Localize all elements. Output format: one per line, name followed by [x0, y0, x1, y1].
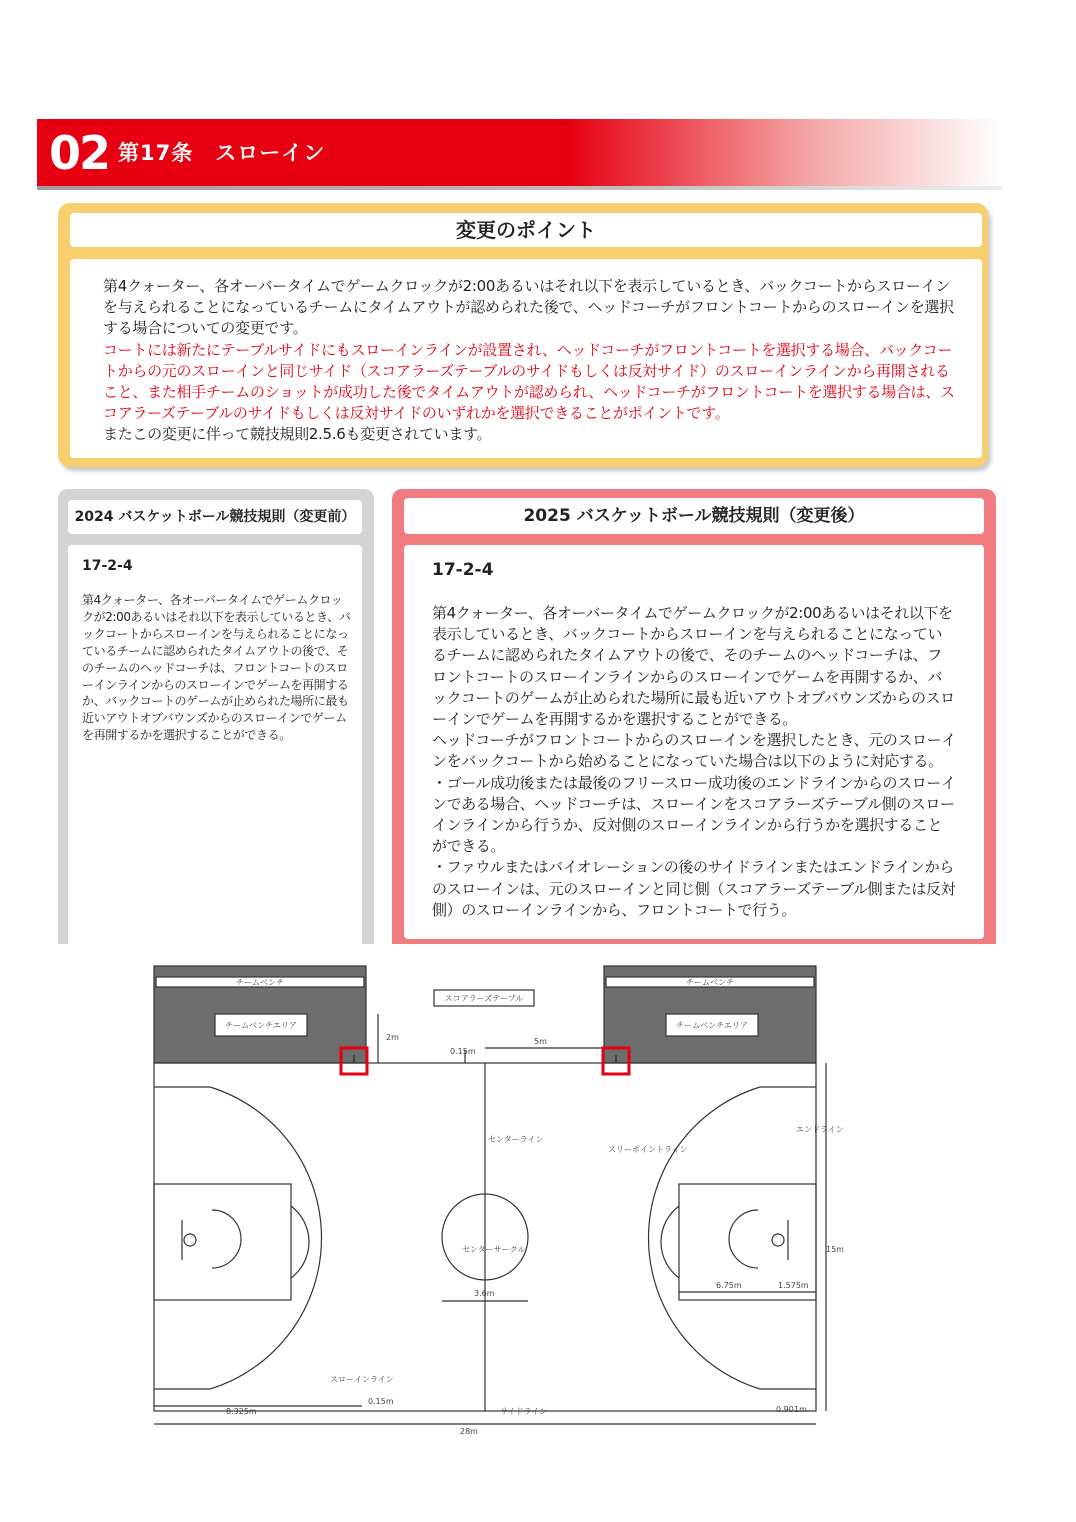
- change-point-paragraph-1: 第4クォーター、各オーバータイムでゲームクロックが2:00あるいはそれ以下を表示しているとき、バックコートからスローインを与えられることになっているチームにタイムアウトが認められた後で、ヘッドコーチがフロントコートからのスローインを選択する場合についての変更です。: [103, 277, 954, 338]
- dim-015m-top: 0.15m: [450, 1047, 476, 1056]
- dim-1m: 1m: [794, 1405, 807, 1414]
- change-point-paragraph-2: コートには新たにテーブルサイドにもスローインラインが設置され、ヘッドコーチがフロントコートを選択する場合、バックコートからの元のスローインと同じサイド（スコアラーズテーブルのサイドもしくは反対サイド）のスローインラインから再開されること、また相手チームのショットが成功した後でタイムアウトが認められ、ヘッドコーチがフロントコートを選択する場合は、スコアラーズテーブルのサイドもしくは反対サイドのいずれかを選択できることがポイントです。: [103, 340, 955, 423]
- center-circle-label: センターサークル: [462, 1245, 526, 1254]
- three-point-line-left: [154, 1087, 321, 1389]
- after-panel-title: 2025 バスケットボール競技規則（変更後）: [404, 498, 984, 534]
- court-diagram: [150, 962, 844, 1438]
- dim-015m-bottom: 0.15m: [368, 1397, 394, 1406]
- three-point-line-label: スリーポイントライン: [608, 1145, 688, 1154]
- dim-5m: 5m: [534, 1037, 547, 1046]
- team-bench-area-label-left: チームベンチエリア: [225, 1021, 297, 1030]
- change-point-paragraph-3: またこの変更に伴って競技規則2.5.6も変更されています。: [103, 425, 492, 444]
- dim-15m: 15m: [826, 1245, 844, 1254]
- three-point-line-right: [649, 1087, 816, 1389]
- throw-in-line-label: スローインライン: [330, 1375, 394, 1384]
- team-bench-label-left: チームベンチ: [236, 978, 284, 987]
- before-panel-title: 2024 バスケットボール競技規則（変更前）: [68, 500, 362, 534]
- after-article-text: [432, 603, 956, 921]
- dim-36m: 3.6m: [474, 1289, 495, 1298]
- dim-1575m: 1.575m: [778, 1281, 809, 1290]
- key-left: [154, 1184, 291, 1300]
- restricted-area-left: [212, 1210, 241, 1268]
- before-article-text: 第4クォーター、各オーバータイムでゲームクロックが2:00あるいはそれ以下を表示しているとき、バックコートからスローインを与えられることになっているチームに認められたタイムアウトの後で、そのチームのヘッドコーチは、フロントコートのスローインラインからのスローインでゲームを再開するか、バックコートのゲームが止められた場所に最も近いアウトオブバウンズからのスローインでゲームを再開するかを選択することができる。: [82, 593, 351, 743]
- after-article-code: 17-2-4: [432, 560, 494, 580]
- section-number: 02: [49, 126, 110, 180]
- after-paragraph-2: ヘッドコーチがフロントコートからのスローインを選択したとき、元のスローインをバックコートから始めることになっていた場合は以下のように対応する。: [432, 731, 956, 771]
- dim-675m: 6.75m: [716, 1281, 742, 1290]
- dim-2m: 2m: [386, 1033, 399, 1042]
- hoop-right: [772, 1234, 784, 1246]
- free-throw-arc-right: [661, 1206, 679, 1278]
- change-point-title: 変更のポイント: [70, 213, 982, 247]
- change-point-text: [103, 276, 963, 446]
- after-paragraph-4: ・ファウルまたはバイオレーションの後のサイドラインまたはエンドラインからのスローインは、元のスローインと同じ側（スコアラーズテーブル側または反対側）のスローインラインから、フロントコートで行う。: [432, 858, 956, 919]
- hoop-left: [184, 1234, 196, 1246]
- center-line-label: センターライン: [488, 1135, 544, 1144]
- team-bench-area-label-right: チームベンチエリア: [676, 1021, 748, 1030]
- team-bench-label-right: チームベンチ: [686, 978, 734, 987]
- after-paragraph-1: 第4クォーター、各オーバータイムでゲームクロックが2:00あるいはそれ以下を表示しているとき、バックコートからスローインを与えられることになっているチームに認められたタイムアウトの後で、そのチームのヘッドコーチは、フロントコートのスローインラインからのスローインでゲームを再開するか、バックコートのゲームが止められた場所に最も近いアウトオブバウンズからのスローインでゲームを再開するかを選択することができる。: [432, 604, 955, 729]
- after-paragraph-3: ・ゴール成功後または最後のフリースロー成功後のエンドラインからのスローインである場合、ヘッドコーチは、スローインをスコアラーズテーブル側のスローインラインから行うか、反対側のスローインラインから行うかを選択することができる。: [432, 773, 956, 856]
- free-throw-arc-left: [291, 1206, 309, 1278]
- side-line-label: サイドライン: [500, 1407, 548, 1416]
- scorers-table-label: スコアラーズテーブル: [444, 994, 524, 1003]
- restricted-area-right: [729, 1210, 758, 1268]
- header-banner-shadow: [37, 186, 1003, 190]
- dim-28m: 28m: [460, 1427, 478, 1436]
- section-title: 第17条 スローイン: [118, 141, 326, 165]
- before-article-code: 17-2-4: [82, 558, 133, 574]
- dim-8325m: 8.325m: [226, 1407, 257, 1416]
- end-line-label: エンドライン: [796, 1125, 844, 1134]
- dim-090m: 0.90: [776, 1405, 794, 1414]
